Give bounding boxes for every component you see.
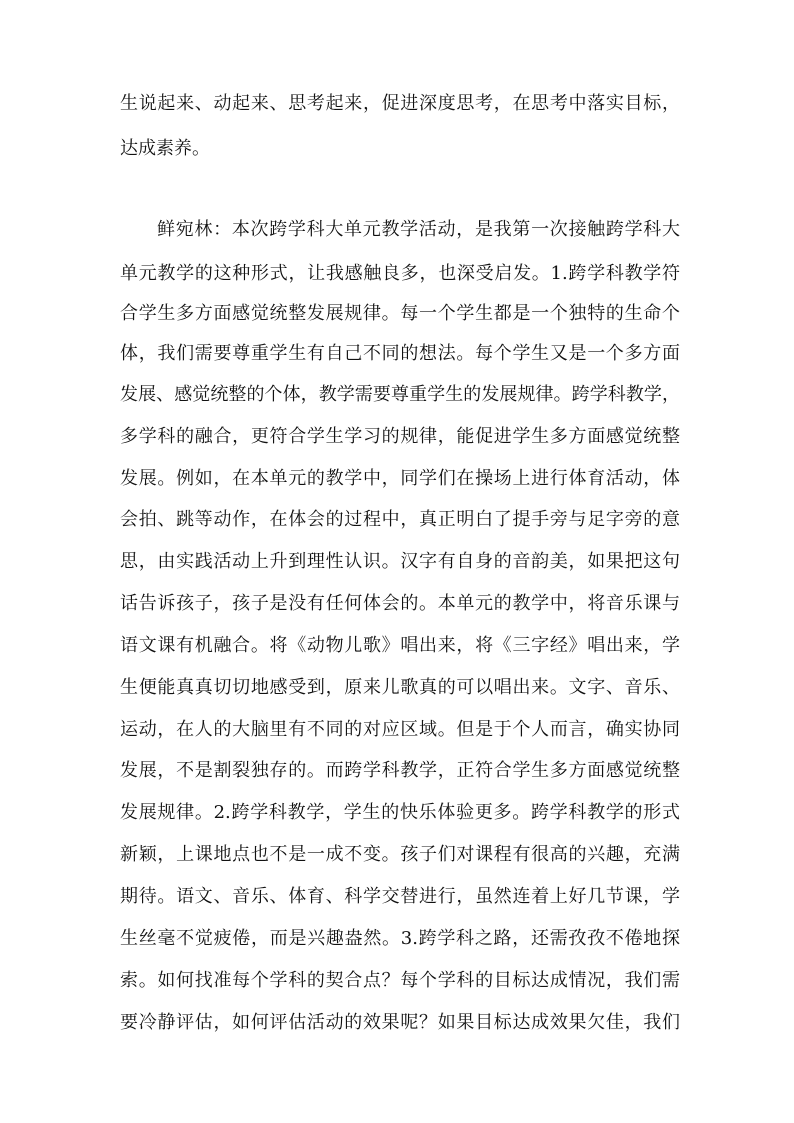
paragraph-2-line-1: 鲜宛林：本次跨学科大单元教学活动，是我第一次接触跨学科大 [157,219,680,240]
paragraph-2-line-8: 会拍、跳等动作，在体会的过程中，真正明白了提手旁与足字旁的意 [120,509,680,530]
paragraph-2-line-20: 要冷静评估，如何评估活动的效果呢？如果目标达成效果欠佳，我们 [120,1012,680,1033]
paragraph-2-line-11: 语文课有机融合。将《动物儿歌》唱出来，将《三字经》唱出来，学 [120,635,680,656]
paragraph-2-line-2: 单元教学的这种形式，让我感触良多，也深受启发。1.跨学科教学符 [120,263,680,284]
paragraph-2-line-6: 多学科的融合，更符合学生学习的规律，能促进学生多方面感觉统整 [120,426,680,447]
paragraph-2-line-19: 索。如何找准每个学科的契合点？每个学科的目标达成情况，我们需 [120,970,680,991]
paragraph-2-line-16: 新颖，上课地点也不是一成不变。孩子们对课程有很高的兴趣，充满 [120,844,680,865]
paragraph-2-line-5: 发展、感觉统整的个体，教学需要尊重学生的发展规律。跨学科教学， [120,384,680,405]
paragraph-2-line-10: 话告诉孩子，孩子是没有任何体会的。本单元的教学中，将音乐课与 [120,593,680,614]
paragraph-2-line-14: 发展，不是割裂独存的。而跨学科教学，正符合学生多方面感觉统整 [120,760,680,781]
paragraph-1-line-2: 达成素养。 [120,138,210,159]
paragraph-1-line-1: 生说起来、动起来、思考起来，促进深度思考，在思考中落实目标， [120,93,680,114]
paragraph-2-line-17: 期待。语文、音乐、体育、科学交替进行，虽然连着上好几节课，学 [120,886,680,907]
paragraph-2-line-12: 生便能真真切切地感受到，原来儿歌真的可以唱出来。文字、音乐、 [120,677,680,698]
paragraph-2-line-13: 运动，在人的大脑里有不同的对应区域。但是于个人而言，确实协同 [120,719,680,740]
paragraph-2-line-18: 生丝毫不觉疲倦，而是兴趣盎然。3.跨学科之路，还需孜孜不倦地探 [120,928,680,949]
paragraph-2-line-9: 思，由实践活动上升到理性认识。汉字有自身的音韵美，如果把这句 [120,551,680,572]
paragraph-2-line-15: 发展规律。2.跨学科教学，学生的快乐体验更多。跨学科教学的形式 [120,802,680,823]
paragraph-2-line-4: 体，我们需要尊重学生有自己不同的想法。每个学生又是一个多方面 [120,343,680,364]
paragraph-2-line-7: 发展。例如，在本单元的教学中，同学们在操场上进行体育活动，体 [120,468,680,489]
paragraph-2-line-3: 合学生多方面感觉统整发展规律。每一个学生都是一个独特的生命个 [120,303,680,324]
